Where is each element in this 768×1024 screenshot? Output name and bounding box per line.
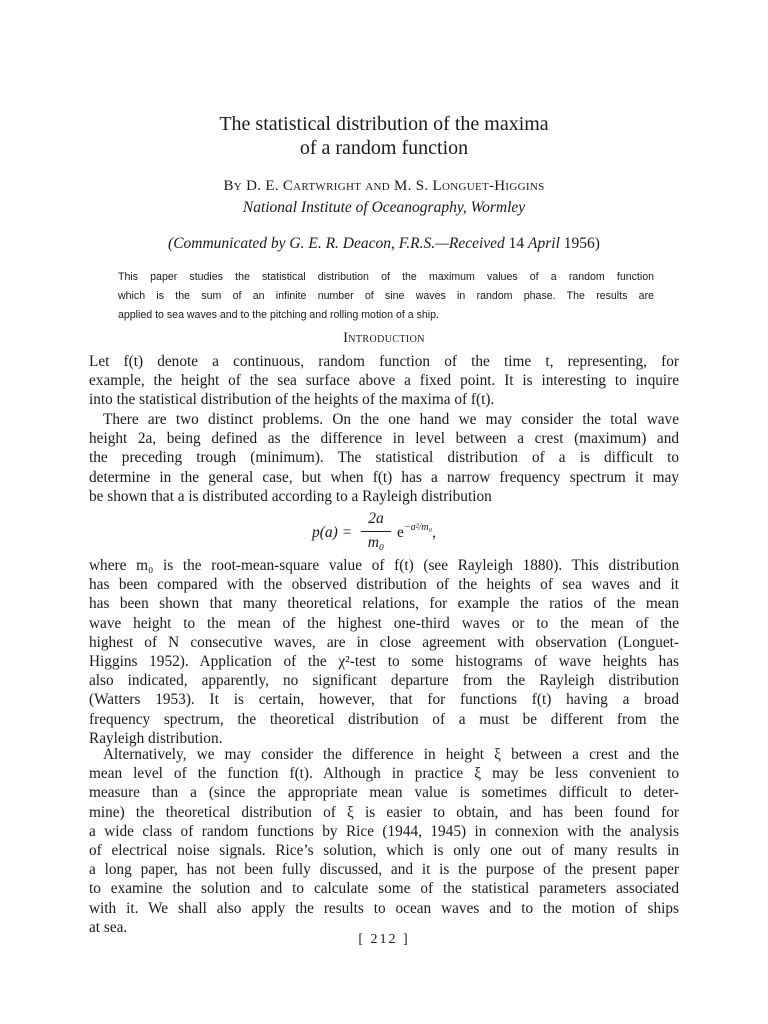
body-line: where m₀ is the root-mean-square value of f(t) (see Rayleigh 1880). This distribution xyxy=(89,557,679,574)
equation-exponential xyxy=(397,524,436,542)
body-line: frequency spectrum, the theoretical distribution of a must be different from the xyxy=(89,710,679,728)
fraction-bar xyxy=(361,531,391,532)
body-line: Rayleigh distribution. xyxy=(89,729,223,747)
abstract xyxy=(118,270,654,328)
abstract-line: This paper studies the statistical distribution of the maximum values of a random function xyxy=(118,271,654,283)
equation-trail: , xyxy=(432,524,436,541)
body-line: Let f(t) denote a continuous, random function of the time t, representing, for xyxy=(89,353,679,370)
paper-title-line-1: The statistical distribution of the maxima xyxy=(219,113,549,135)
communicated-prefix: (Communicated by G. E. R. Deacon, F.R.S.—Received xyxy=(168,235,505,252)
authors: By D. E. Cartwright and M. S. Longuet-Higgins xyxy=(223,178,545,194)
body-line: height 2a, being defined as the difference in level between a crest (maximum) and xyxy=(89,430,679,448)
body-line: with it. We shall also apply the results to ocean waves and to the motion of ships xyxy=(89,899,679,917)
equation-denominator: m₀ xyxy=(367,534,385,551)
body-line: determine in the general case, but when f(t) has a narrow frequency spectrum it may xyxy=(89,468,679,486)
body-line: into the statistical distribution of the heights of the maxima of f(t). xyxy=(89,391,495,409)
body-line: be shown that a is distributed according to a Rayleigh distribution xyxy=(89,487,492,505)
body-line: There are two distinct problems. On the one hand we may consider the total wave xyxy=(103,411,679,428)
body-line: at sea. xyxy=(89,918,128,936)
equation-base: e xyxy=(397,524,404,541)
received-year: 1956) xyxy=(563,235,600,252)
section-heading: Introduction xyxy=(343,330,425,346)
page-number: [ 212 ] xyxy=(358,932,410,947)
body-line: Alternatively, we may consider the difference in height ξ between a crest and the xyxy=(103,746,679,763)
paragraph-4 xyxy=(89,745,679,937)
received-day: 14 xyxy=(508,235,525,252)
body-line: has been shown that many theoretical relations, for example the ratios of the mean xyxy=(89,595,679,613)
received-month: April xyxy=(528,235,560,252)
body-line: a wide class of random functions by Rice (1944, 1945) in connexion with the analysis xyxy=(89,822,679,840)
body-line: has been compared with the observed distribution of the heights of sea waves and it xyxy=(89,576,679,594)
body-line: highest of N consecutive waves, are in close agreement with observation (Longuet- xyxy=(89,633,679,651)
paragraph-1 xyxy=(89,352,679,410)
abstract-line: which is the sum of an infinite number of sine waves in random phase. The results are xyxy=(118,290,654,303)
equation-lhs: p(a) = xyxy=(312,524,353,541)
institution: National Institute of Oceanography, Wormley xyxy=(242,199,526,216)
equation-exponent: −a²/m₀ xyxy=(403,522,433,533)
paragraph-3 xyxy=(89,556,679,748)
body-line: wave height to the mean of the highest one-third waves or to the mean of the xyxy=(89,614,679,632)
body-line: measure than a (since the appropriate mean value is sometimes difficult to deter- xyxy=(89,784,679,802)
body-line: mine) the theoretical distribution of ξ is easier to obtain, and has been found for xyxy=(89,803,679,821)
paper-title-line-2: of a random function xyxy=(299,137,469,159)
body-line: example, the height of the sea surface above a fixed point. It is interesting to inquire xyxy=(89,372,679,390)
paragraph-2 xyxy=(89,410,679,506)
body-line: a long paper, has not been fully discussed, and it is the purpose of the present paper xyxy=(89,861,679,879)
body-line: of electrical noise signals. Rice’s solution, which is only one out of many results in xyxy=(89,841,679,859)
abstract-line: applied to sea waves and to the pitching and rolling motion of a ship. xyxy=(118,309,439,322)
body-line: (Watters 1953). It is certain, however, that for functions f(t) having a broad xyxy=(89,691,679,709)
body-line: Higgins 1952). Application of the χ²-test to some histograms of wave heights has xyxy=(89,652,679,670)
equation-numerator: 2a xyxy=(368,510,384,527)
communicated-line xyxy=(0,235,768,253)
body-line: to examine the solution and to calculate some of the statistical parameters associated xyxy=(89,880,679,898)
body-line: mean level of the function f(t). Although in practice ξ may be less convenient to xyxy=(89,765,679,783)
rayleigh-equation xyxy=(0,510,768,554)
body-line: the preceding trough (minimum). The statistical distribution of a is difficult to xyxy=(89,449,679,467)
body-line: also indicated, apparently, no significant departure from the Rayleigh distribution xyxy=(89,672,679,690)
